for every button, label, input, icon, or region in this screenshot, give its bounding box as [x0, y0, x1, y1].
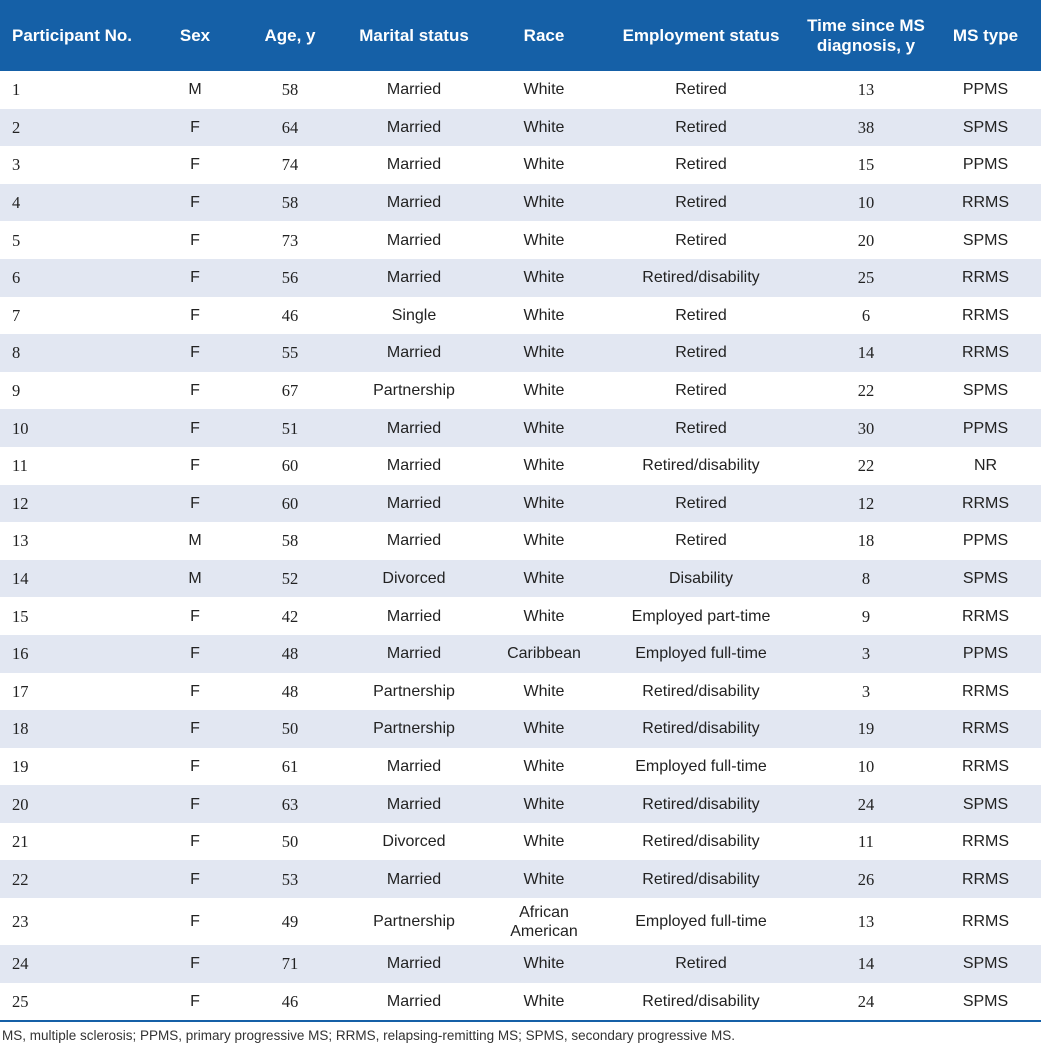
cell-employment-status: Retired: [600, 334, 802, 372]
cell-ms-type: SPMS: [962, 382, 1009, 400]
table-row: [0, 945, 1041, 983]
cell-employment-status: Retired: [675, 382, 727, 400]
cell-race: White: [523, 81, 565, 99]
cell-participant-no: 7: [12, 305, 21, 325]
cell-employment-status: Retired/disability: [600, 785, 802, 823]
table-footnote: MS, multiple sclerosis; PPMS, primary progressive MS; RRMS, relapsing-remitting MS; SPMS, secondary progressive MS.: [2, 1028, 735, 1044]
cell-employment-status: Retired: [675, 306, 727, 324]
cell-participant-no: 16: [0, 635, 150, 673]
cell-time-since-diagnosis: 13: [857, 80, 875, 100]
cell-age: 48: [281, 681, 299, 701]
cell-marital-status: Married: [340, 409, 488, 447]
cell-sex: F: [190, 156, 200, 174]
cell-marital-status: Married: [386, 457, 442, 475]
cell-marital-status: Divorced: [382, 833, 446, 851]
cell-participant-no: 13: [12, 531, 29, 551]
cell-participant-no: 11: [12, 456, 28, 476]
cell-age: 73: [281, 230, 299, 250]
cell-participant-no: 23: [12, 912, 29, 932]
cell-employment-status: Retired/disability: [600, 710, 802, 748]
table-row: [0, 447, 1041, 485]
cell-sex: F: [190, 231, 200, 249]
cell-marital-status: Married: [386, 231, 442, 249]
cell-age: 56: [240, 259, 340, 297]
cell-time-since-diagnosis: 8: [802, 560, 930, 598]
cell-ms-type: RRMS: [961, 757, 1010, 775]
cell-ms-type: RRMS: [930, 485, 1041, 523]
header-participant-no: Participant No.: [0, 0, 150, 71]
cell-marital-status: Married: [386, 757, 442, 775]
cell-marital-status: Single: [391, 306, 437, 324]
table-row: [0, 259, 1041, 297]
header-time-since-diagnosis: Time since MS diagnosis, y: [802, 0, 930, 71]
cell-marital-status: Married: [386, 607, 442, 625]
cell-marital-status: Married: [340, 259, 488, 297]
cell-race: White: [488, 109, 600, 147]
cell-sex: F: [150, 184, 240, 222]
cell-participant-no: 25: [0, 983, 150, 1022]
cell-sex: F: [190, 457, 200, 475]
cell-ms-type: RRMS: [930, 259, 1041, 297]
cell-race: White: [488, 259, 600, 297]
cell-race: White: [488, 409, 600, 447]
cell-sex: F: [190, 833, 200, 851]
cell-participant-no: 22: [0, 860, 150, 898]
cell-sex: F: [150, 945, 240, 983]
cell-sex: F: [190, 306, 200, 324]
cell-age: 74: [281, 155, 299, 175]
table-row: [0, 860, 1041, 898]
cell-participant-no: 10: [0, 409, 150, 447]
cell-time-since-diagnosis: 22: [857, 456, 875, 476]
cell-time-since-diagnosis: 6: [861, 305, 871, 325]
cell-employment-status: Employed full-time: [635, 913, 767, 931]
cell-marital-status: Married: [386, 532, 442, 550]
cell-time-since-diagnosis: 26: [802, 860, 930, 898]
cell-age: 50: [240, 710, 340, 748]
cell-participant-no: 6: [0, 259, 150, 297]
cell-employment-status: Retired: [600, 409, 802, 447]
cell-ms-type: RRMS: [930, 184, 1041, 222]
cell-time-since-diagnosis: 10: [802, 184, 930, 222]
cell-age: 48: [240, 635, 340, 673]
cell-sex: F: [190, 607, 200, 625]
cell-employment-status: Retired/disability: [642, 457, 760, 475]
header-race: Race: [488, 0, 600, 71]
cell-marital-status: Married: [386, 156, 442, 174]
cell-ms-type: SPMS: [930, 560, 1041, 598]
table-row: [0, 823, 1041, 861]
cell-participant-no: 1: [12, 80, 21, 100]
cell-age: 42: [281, 606, 299, 626]
cell-time-since-diagnosis: 38: [802, 109, 930, 147]
cell-participant-no: 12: [0, 485, 150, 523]
cell-ms-type: SPMS: [930, 785, 1041, 823]
cell-sex: F: [190, 682, 200, 700]
cell-employment-status: Retired: [600, 109, 802, 147]
header-marital-status: Marital status: [340, 0, 488, 71]
cell-employment-status: Retired: [600, 485, 802, 523]
cell-race: White: [523, 156, 565, 174]
cell-time-since-diagnosis: 12: [802, 485, 930, 523]
cell-sex: F: [150, 259, 240, 297]
cell-age: 60: [281, 456, 299, 476]
cell-ms-type: RRMS: [930, 334, 1041, 372]
cell-race: Caribbean: [488, 635, 600, 673]
cell-race: White: [488, 710, 600, 748]
cell-ms-type: SPMS: [930, 983, 1041, 1022]
table-row: [0, 673, 1041, 711]
table-row: [0, 748, 1041, 786]
cell-employment-status: Employed full-time: [600, 635, 802, 673]
cell-age: 53: [240, 860, 340, 898]
cell-time-since-diagnosis: 30: [802, 409, 930, 447]
cell-employment-status: Retired: [675, 231, 727, 249]
cell-race: White: [488, 485, 600, 523]
table-row: [0, 983, 1041, 1022]
cell-age: 71: [240, 945, 340, 983]
table-row: [0, 522, 1041, 560]
cell-age: 60: [240, 485, 340, 523]
cell-marital-status: Married: [386, 81, 442, 99]
cell-participant-no: 3: [12, 155, 21, 175]
cell-race: White: [488, 785, 600, 823]
cell-participant-no: 21: [12, 832, 29, 852]
table-row: [0, 560, 1041, 598]
cell-marital-status: Married: [340, 109, 488, 147]
cell-time-since-diagnosis: 20: [857, 230, 875, 250]
cell-race: White: [523, 231, 565, 249]
cell-time-since-diagnosis: 11: [858, 832, 874, 852]
table-row: [0, 297, 1041, 335]
cell-race: White: [523, 607, 565, 625]
cell-ms-type: NR: [973, 457, 998, 475]
cell-sex: F: [190, 757, 200, 775]
cell-marital-status: Married: [340, 635, 488, 673]
cell-ms-type: PPMS: [962, 81, 1009, 99]
cell-time-since-diagnosis: 3: [861, 681, 871, 701]
cell-marital-status: Married: [340, 945, 488, 983]
cell-race: White: [523, 757, 565, 775]
cell-employment-status: Retired: [600, 945, 802, 983]
cell-age: 52: [240, 560, 340, 598]
table-row: [0, 409, 1041, 447]
table-row: [0, 597, 1041, 635]
cell-ms-type: SPMS: [930, 945, 1041, 983]
cell-sex: M: [150, 560, 240, 598]
table-row: [0, 485, 1041, 523]
cell-sex: F: [150, 334, 240, 372]
cell-marital-status: Partnership: [373, 682, 455, 700]
cell-age: 61: [281, 756, 299, 776]
cell-sex: F: [190, 382, 200, 400]
table-row: [0, 221, 1041, 259]
cell-marital-status: Partnership: [340, 710, 488, 748]
cell-sex: F: [150, 109, 240, 147]
cell-participant-no: 18: [0, 710, 150, 748]
cell-ms-type: RRMS: [961, 913, 1010, 931]
cell-marital-status: Partnership: [373, 382, 455, 400]
cell-race: White: [523, 532, 565, 550]
cell-race: White: [488, 860, 600, 898]
cell-ms-type: RRMS: [961, 607, 1010, 625]
cell-ms-type: SPMS: [930, 109, 1041, 147]
cell-ms-type: SPMS: [962, 231, 1009, 249]
cell-ms-type: RRMS: [961, 682, 1010, 700]
cell-time-since-diagnosis: 9: [861, 606, 871, 626]
cell-participant-no: 4: [0, 184, 150, 222]
table-row: [0, 184, 1041, 222]
table-row: [0, 898, 1041, 945]
cell-marital-status: Married: [340, 184, 488, 222]
cell-race: White: [523, 682, 565, 700]
cell-employment-status: Retired: [675, 532, 727, 550]
cell-race: White: [523, 457, 565, 475]
cell-participant-no: 17: [12, 681, 29, 701]
cell-ms-type: PPMS: [930, 635, 1041, 673]
cell-ms-type: PPMS: [930, 409, 1041, 447]
table-row: [0, 710, 1041, 748]
cell-ms-type: RRMS: [961, 833, 1010, 851]
cell-employment-status: Retired/disability: [642, 682, 760, 700]
cell-age: 58: [281, 531, 299, 551]
cell-participant-no: 19: [12, 756, 29, 776]
cell-marital-status: Partnership: [373, 913, 455, 931]
table-body: [0, 71, 1041, 1021]
cell-marital-status: Married: [340, 485, 488, 523]
table-row: [0, 334, 1041, 372]
cell-time-since-diagnosis: 13: [857, 912, 875, 932]
cell-time-since-diagnosis: 15: [857, 155, 875, 175]
header-ms-type: MS type: [930, 0, 1041, 71]
cell-employment-status: Employed full-time: [635, 757, 767, 775]
cell-age: 67: [281, 381, 299, 401]
cell-time-since-diagnosis: 19: [802, 710, 930, 748]
cell-participant-no: 14: [0, 560, 150, 598]
cell-sex: F: [150, 983, 240, 1022]
cell-sex: F: [150, 485, 240, 523]
cell-time-since-diagnosis: 24: [802, 785, 930, 823]
cell-sex: F: [150, 635, 240, 673]
cell-employment-status: Retired: [675, 156, 727, 174]
cell-ms-type: RRMS: [930, 860, 1041, 898]
cell-ms-type: RRMS: [930, 710, 1041, 748]
cell-sex: F: [150, 409, 240, 447]
cell-race: African American: [510, 903, 578, 940]
cell-age: 49: [281, 912, 299, 932]
cell-ms-type: PPMS: [962, 532, 1009, 550]
cell-participant-no: 20: [0, 785, 150, 823]
cell-sex: F: [190, 913, 200, 931]
cell-employment-status: Retired: [600, 184, 802, 222]
cell-race: White: [488, 983, 600, 1022]
table-row: [0, 635, 1041, 673]
cell-sex: F: [150, 710, 240, 748]
header-employment-status: Employment status: [600, 0, 802, 71]
cell-employment-status: Retired/disability: [600, 860, 802, 898]
cell-time-since-diagnosis: 24: [802, 983, 930, 1022]
table-row: [0, 372, 1041, 410]
cell-employment-status: Disability: [600, 560, 802, 598]
cell-participant-no: 2: [0, 109, 150, 147]
cell-participant-no: 5: [12, 230, 21, 250]
cell-time-since-diagnosis: 14: [802, 945, 930, 983]
cell-employment-status: Retired/disability: [642, 833, 760, 851]
cell-time-since-diagnosis: 10: [857, 756, 875, 776]
header-sex: Sex: [150, 0, 240, 71]
cell-marital-status: Married: [340, 860, 488, 898]
cell-age: 51: [240, 409, 340, 447]
cell-time-since-diagnosis: 18: [857, 531, 875, 551]
cell-age: 46: [240, 983, 340, 1022]
cell-age: 55: [240, 334, 340, 372]
cell-sex: F: [150, 860, 240, 898]
cell-marital-status: Married: [340, 785, 488, 823]
cell-ms-type: RRMS: [961, 306, 1010, 324]
table-row: [0, 146, 1041, 184]
cell-marital-status: Divorced: [340, 560, 488, 598]
cell-race: White: [523, 382, 565, 400]
cell-employment-status: Retired: [675, 81, 727, 99]
cell-employment-status: Employed part-time: [631, 607, 771, 625]
cell-race: White: [488, 334, 600, 372]
cell-time-since-diagnosis: 22: [857, 381, 875, 401]
table-row: [0, 109, 1041, 147]
cell-sex: M: [188, 81, 202, 99]
cell-race: White: [488, 560, 600, 598]
cell-ms-type: PPMS: [962, 156, 1009, 174]
cell-age: 64: [240, 109, 340, 147]
cell-race: White: [523, 306, 565, 324]
cell-race: White: [488, 184, 600, 222]
header-age: Age, y: [240, 0, 340, 71]
table-row: [0, 785, 1041, 823]
cell-time-since-diagnosis: 14: [802, 334, 930, 372]
cell-employment-status: Retired/disability: [600, 983, 802, 1022]
cell-age: 50: [281, 832, 299, 852]
cell-employment-status: Retired/disability: [600, 259, 802, 297]
cell-age: 58: [281, 80, 299, 100]
cell-participant-no: 15: [12, 606, 29, 626]
cell-marital-status: Married: [340, 334, 488, 372]
cell-time-since-diagnosis: 3: [802, 635, 930, 673]
table-header-row: [0, 0, 1041, 71]
cell-participant-no: 8: [0, 334, 150, 372]
cell-age: 46: [281, 305, 299, 325]
cell-sex: F: [150, 785, 240, 823]
table-row: [0, 71, 1041, 109]
cell-participant-no: 9: [12, 381, 21, 401]
cell-age: 63: [240, 785, 340, 823]
cell-race: White: [523, 833, 565, 851]
cell-time-since-diagnosis: 25: [802, 259, 930, 297]
cell-race: White: [488, 945, 600, 983]
cell-sex: M: [188, 532, 202, 550]
cell-marital-status: Married: [340, 983, 488, 1022]
cell-age: 58: [240, 184, 340, 222]
cell-participant-no: 24: [0, 945, 150, 983]
